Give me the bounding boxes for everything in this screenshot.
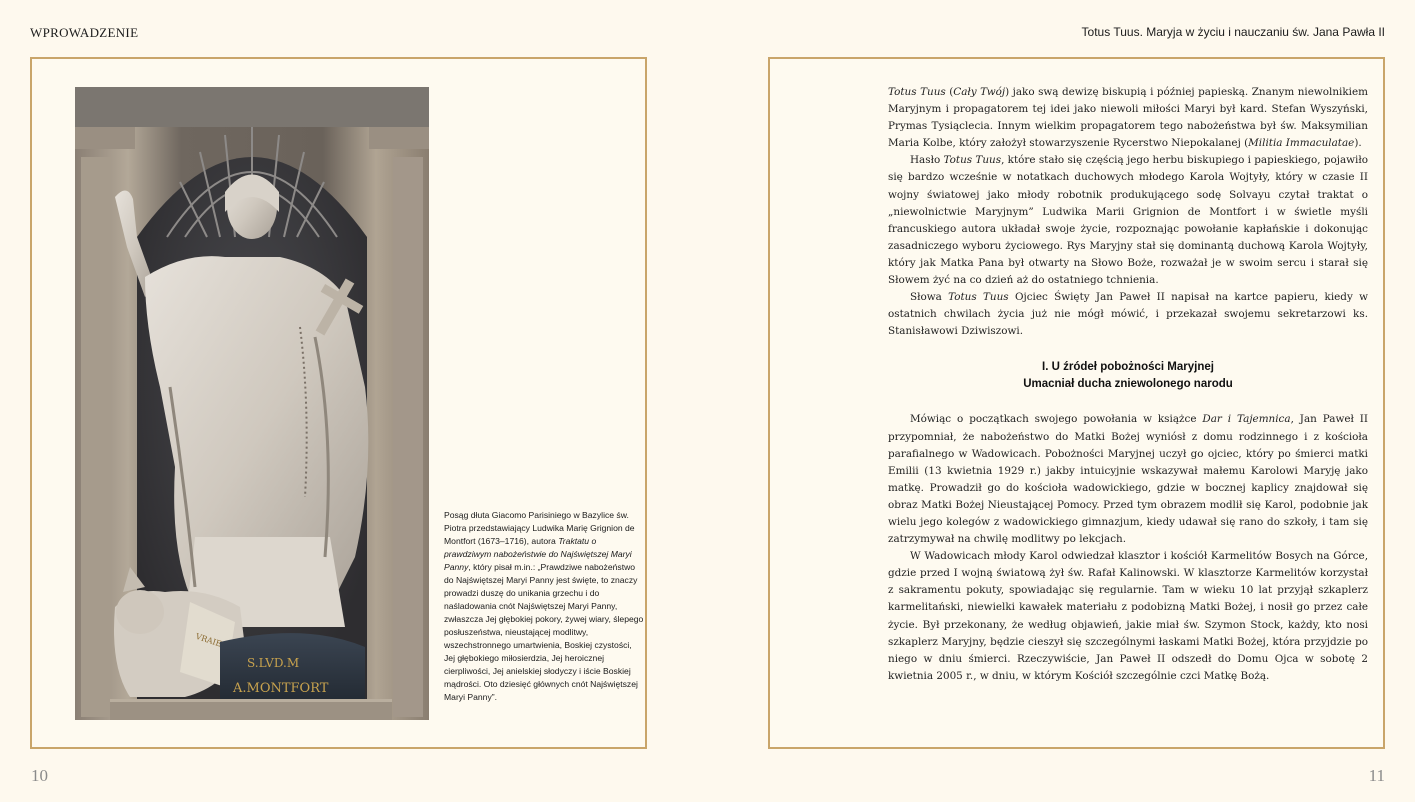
text-run: Ojciec Święty Jan Paweł II napisał na kartce papieru, kiedy w ostatnich chwilach życia już nie mógł mówić, i przekazał swojemu sekretarzowi ks. Stanisławowi Dziwiszowi.: [888, 291, 1369, 338]
italic-phrase: Totus Tuus: [948, 291, 1009, 304]
section-heading-line-2: Umacniał ducha zniewolonego narodu: [1023, 378, 1233, 391]
italic-phrase: Dar i Tajemnica: [1202, 413, 1291, 426]
text-run: Hasło: [910, 154, 944, 167]
paragraph-2: [888, 152, 1368, 289]
plaque-line-2: A.MONTFORT: [233, 681, 329, 696]
running-head-left: WPROWADZENIE: [30, 25, 139, 40]
caption-text-1: Posąg dłuta Giacomo Parisiniego w Bazylice św. Piotra przedstawiający Ludwika Marię Grignion de Montfort (1673–1716), autora: [444, 510, 635, 546]
page-number-left: 10: [31, 766, 48, 785]
photo-caption: [444, 509, 644, 704]
italic-phrase: Totus Tuus: [888, 86, 946, 98]
text-run: Słowa: [910, 291, 949, 304]
text-run: , które stało się częścią jego herbu biskupiego i papieskiego, pojawiło się bardzo wcześnie w notatkach duchowych młodego Karola Wojtyły, który w czasie II wojny światowej jako młody robotnik produkującego sodę Solvayu czytał traktat o „niewolnictwie Maryjnym” Ludwika Marii Grignion de Montfort i w świetle myśli francuskiego autora układał swoje życie, rozpoznając powołanie kapłańskie i dokonując zasadniczego wyboru życiowego. Rys Maryjny stał się dominantą duchową Karola Wojtyły, który jak Matka Pana był otwarty na Słowo Boże, rozważał je w swoim sercu i starał się Słowem żyć na co dzień aż do ostatniego tchnienia.: [888, 154, 1369, 287]
text-run: W Wadowicach młody Karol odwiedzał klasztor i kościół Karmelitów Bosych na Górce, gdzie przed I wojną światową żył św. Rafał Kalinowski. W klasztorze Karmelitów korzystał z sakramentu pokuty, spowiadając się regularnie. Tam w wieku 10 lat przyjął szkaplerz karmelitański, niewielki kawałek materiału z podobizną Matki Bożej, i nosił go przez całe życie. Był przekonany, że według objawień, jakie miał św. Szymon Stock, każdy, kto nosi szkaplerz Maryjny, będzie cieszył się szczególnymi łaskami Matki Bożej, która przyjdzie po niego w dniu śmierci. Rzeczywiście, Jan Paweł II odszedł do Domu Ojca w sobotę 2 kwietnia 2005 r., w dniu, w którym Kościół szczególnie czci Matkę Bożą.: [888, 550, 1368, 682]
caption-text-2: , który pisał m.in.: „Prawdziwe nabożeństwo do Najświętszej Maryi Panny jest święte, to znaczy prowadzi duszę do unikania grzechu i do naśladowania cnót Najświętszej Maryi Panny, zwłaszcza Jej głębokiej pokory, żywej wiary, ślepego posłuszeństwa, nieustającej modlitwy, wszechstronnego umartwienia, Boskiej czystości, Jej głębokiego miłosierdzia, Jej heroicznej cierpliwości, Jej anielskiej słodyczy i iście Boskiej mądrości. Oto dziesięć głównych cnót Najświętszej Maryi Panny”.: [444, 562, 644, 702]
right-page-body: [888, 84, 1368, 685]
text-run: ) jako swą dewizę biskupią i później papieską. Znanym niewolnikiem Maryjnym i propagatorem tej idei jako niewoli miłości Maryi był kard. Stefan Wyszyński, Prymas Tysiąclecia. Innym wielkim propagatorem tego nabożeństwa był św. Maksymilian Maria Kolbe, który założył stowarzyszenie Rycerstwo Niepokalanej (: [888, 86, 1368, 150]
paragraph-5: [888, 548, 1368, 685]
section-heading: [888, 359, 1368, 393]
italic-phrase: Cały Twój: [953, 86, 1006, 98]
section-heading-line-1: I. U źródeł pobożności Maryjnej: [1042, 361, 1214, 374]
plaque-line-1: S.LVD.M: [247, 656, 300, 670]
caption-book-title: Traktatu o prawdziwym nabożeństwie do Najświętszej Maryi Panny: [444, 536, 632, 572]
statue-illustration: [75, 87, 429, 720]
italic-phrase: Totus Tuus: [943, 154, 1002, 167]
italic-phrase: Militia Immaculatae: [1248, 137, 1355, 150]
running-head-right: Totus Tuus. Maryja w życiu i nauczaniu św. Jana Pawła II: [1081, 25, 1385, 39]
text-run: (: [945, 86, 954, 98]
statue-photo: [75, 87, 429, 720]
book-inscription: VRAIE: [194, 631, 223, 649]
paragraph-1: [888, 84, 1368, 152]
text-run: Mówiąc o początkach swojego powołania w książce: [910, 413, 1203, 426]
paragraph-4: [888, 411, 1368, 548]
text-run: ).: [1354, 137, 1362, 150]
text-run: , Jan Paweł II przypomniał, że nabożeństwo do Matki Bożej wyniósł z domu rodzinnego i z kościoła parafialnego w Wadowicach. Pobożności Maryjnej uczył go ojciec, który po śmierci matki Emilii (13 kwietnia 1929 r.) jakby intuicyjnie wskazywał małemu Karolowi Maryję jako matkę. Prowadził go do kościoła wadowickiego, gdzie w bocznej kaplicy znajdował się obraz Matki Bożej Nieustającej Pomocy. Przed tym obrazem modlił się Karol, podobnie jak wielu jego kolegów z wadowickiego gimnazjum, kiedy udawał się rano do szkoły, i tam się zatrzymywał na chwilę modlitwy po lekcjach.: [888, 413, 1368, 546]
paragraph-3: [888, 289, 1368, 340]
page-number-right: 11: [1368, 766, 1385, 785]
